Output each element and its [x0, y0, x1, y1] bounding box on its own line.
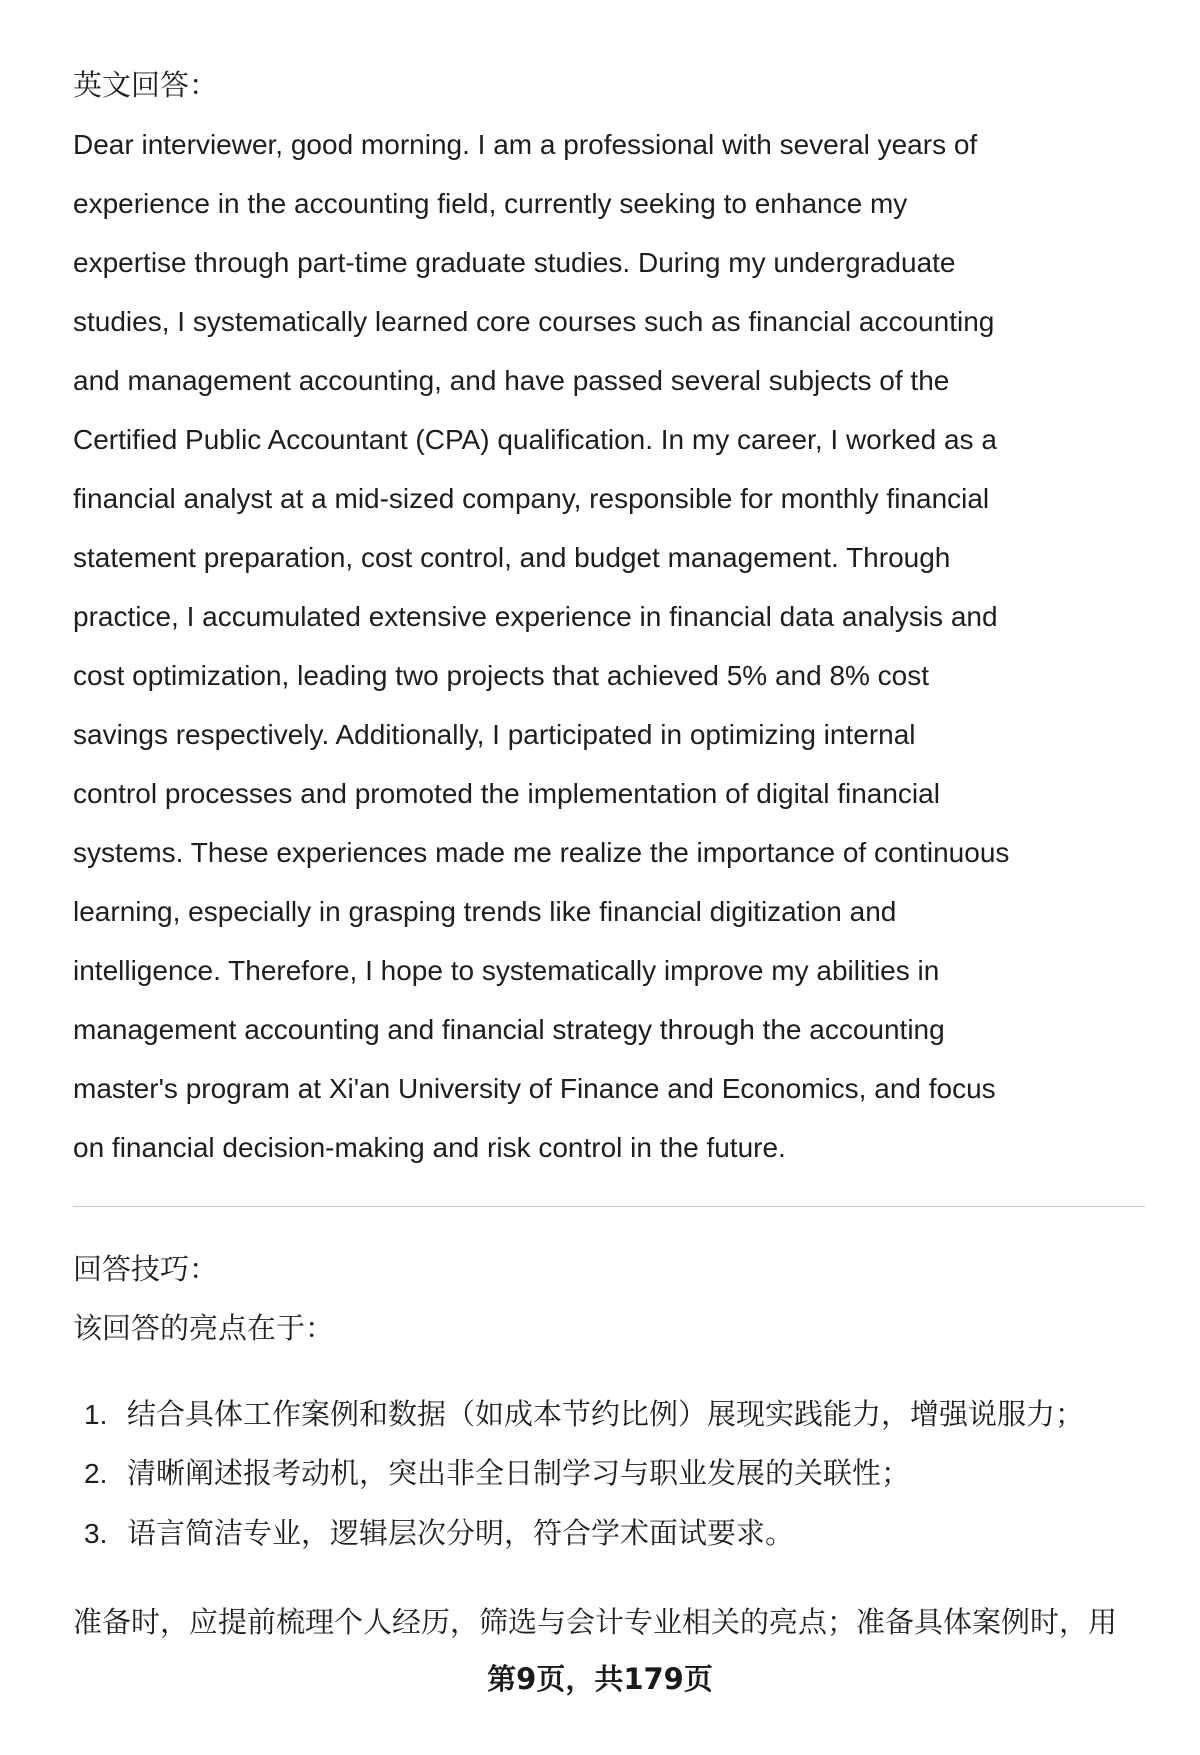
tips-intro: 该回答的亮点在于： [73, 1311, 335, 1345]
paragraph-line: and management accounting, and have passed several subjects of the [73, 365, 950, 396]
paragraph-line: intelligence. Therefore, I hope to systematically improve my abilities in [73, 955, 940, 986]
preparation-text: 准备时，应提前梳理个人经历，筛选与会计专业相关的亮点；准备具体案例时，用 [73, 1605, 1118, 1639]
paragraph-line: Certified Public Accountant (CPA) qualification. In my career, I worked as a [73, 424, 997, 455]
english-answer-paragraph [73, 115, 1163, 1177]
list-item-text: 结合具体工作案例和数据（如成本节约比例）展现实践能力，增强说服力； [127, 1397, 1085, 1431]
list-item [84, 1504, 1164, 1563]
english-answer-heading: 英文回答： [73, 68, 219, 102]
paragraph-line: Dear interviewer, good morning. I am a professional with several years of [73, 129, 978, 160]
paragraph-line: master's program at Xi'an University of Finance and Economics, and focus [73, 1073, 996, 1104]
list-number: 2. [84, 1458, 108, 1489]
paragraph-line: expertise through part-time graduate studies. During my undergraduate [73, 247, 956, 278]
list-number: 1. [84, 1399, 108, 1430]
list-item-text: 语言简洁专业，逻辑层次分明，符合学术面试要求。 [127, 1516, 795, 1550]
list-item-text: 清晰阐述报考动机，突出非全日制学习与职业发展的关联性； [127, 1456, 911, 1490]
paragraph-line: studies, I systematically learned core courses such as financial accounting [73, 306, 995, 337]
paragraph-line: savings respectively. Additionally, I participated in optimizing internal [73, 719, 916, 750]
page-number-footer: 第9页，共179页 [487, 1662, 713, 1696]
paragraph-line: financial analyst at a mid-sized company, responsible for monthly financial [73, 483, 990, 514]
tips-heading: 回答技巧： [73, 1252, 219, 1286]
paragraph-line: management accounting and financial strategy through the accounting [73, 1014, 945, 1045]
paragraph-line: control processes and promoted the implementation of digital financial [73, 778, 940, 809]
paragraph-line: experience in the accounting field, currently seeking to enhance my [73, 188, 908, 219]
list-item [84, 1385, 1164, 1444]
paragraph-line: statement preparation, cost control, and budget management. Through [73, 542, 951, 573]
paragraph-line: systems. These experiences made me realize the importance of continuous [73, 837, 1010, 868]
paragraph-line: learning, especially in grasping trends like financial digitization and [73, 896, 897, 927]
paragraph-line: practice, I accumulated extensive experience in financial data analysis and [73, 601, 998, 632]
list-number: 3. [84, 1518, 108, 1549]
list-item [84, 1444, 1164, 1503]
paragraph-line: cost optimization, leading two projects that achieved 5% and 8% cost [73, 660, 930, 691]
paragraph-line: on financial decision-making and risk control in the future. [73, 1132, 786, 1163]
section-divider [73, 1206, 1145, 1207]
